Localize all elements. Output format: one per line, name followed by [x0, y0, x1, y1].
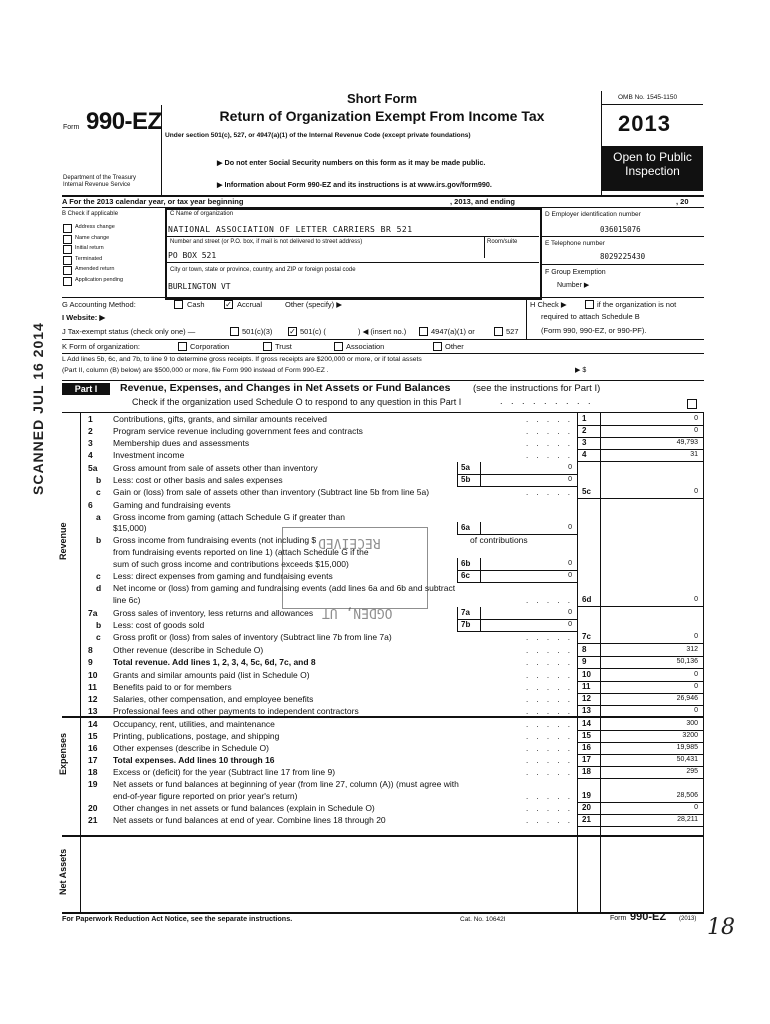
ein-label: D Employer identification number: [545, 211, 641, 218]
footer-form-number: 990-EZ: [630, 911, 667, 923]
line-number: 13: [88, 706, 98, 716]
other-org-label: Other: [445, 342, 464, 351]
trust-label: Trust: [275, 342, 292, 351]
line-number: b: [96, 475, 102, 485]
line-box-label: 15: [582, 731, 591, 740]
line-description: Net assets or fund balances at end of year. Combine lines 18 through 20: [113, 815, 386, 825]
line-l-arrow: ▶ $: [575, 367, 587, 374]
h-text-4: (Form 990, 990-EZ, or 990-PF).: [541, 326, 647, 335]
line-box-label: 6d: [582, 595, 592, 604]
org-name: NATIONAL ASSOCIATION OF LETTER CARRIERS BR 521: [168, 225, 413, 234]
line-amount[interactable]: 300: [686, 720, 698, 727]
line-number: 6: [88, 500, 93, 510]
line-number: 16: [88, 743, 98, 753]
line-box-label: 9: [582, 657, 587, 666]
sub-line-value: 0: [568, 621, 572, 628]
4947-checkbox[interactable]: [419, 327, 428, 336]
open-public-line1: Open to Public: [613, 150, 692, 164]
accrual-label: Accrual: [237, 300, 263, 309]
line-amount[interactable]: 50,136: [676, 658, 698, 665]
line-number: c: [96, 571, 101, 581]
other-method-label: Other (specify) ▶: [285, 300, 343, 309]
room-label: Room/suite: [487, 239, 518, 245]
line-box-label: 14: [582, 719, 591, 728]
line-description: from fundraising events reported on line 1) (attach Schedule G if the: [113, 547, 369, 557]
line-number: 17: [88, 755, 98, 765]
line-number: 20: [88, 803, 98, 813]
form-number: 990-EZ: [86, 108, 162, 135]
b-checkbox[interactable]: [63, 277, 72, 286]
info-line: ▶ Information about Form 990-EZ and its instructions is at www.irs.gov/form990.: [217, 180, 492, 189]
received-stamp-text: RECEIVED: [318, 535, 381, 550]
line-amount[interactable]: 0: [694, 683, 698, 690]
sub-line-box-label: 5b: [461, 475, 471, 484]
h-check-label: H Check ▶: [530, 300, 567, 309]
sub-line-box-label: 6c: [461, 571, 470, 580]
website-label: I Website: ▶: [62, 313, 106, 322]
sub-line-box-label: 6a: [461, 523, 470, 532]
501c-label: 501(c) (: [300, 327, 326, 336]
line-box-label: 10: [582, 670, 591, 679]
line-number: a: [96, 512, 101, 522]
line-number: 10: [88, 670, 98, 680]
line-description: Printing, publications, postage, and shipping: [113, 731, 280, 741]
line-amount[interactable]: 49,793: [676, 439, 698, 446]
line-box-label: 19: [582, 791, 591, 800]
b-checkbox[interactable]: [63, 235, 72, 244]
line-amount[interactable]: 0: [694, 804, 698, 811]
b-checkbox-label: Terminated: [75, 255, 103, 262]
line-number: 4: [88, 450, 93, 460]
b-checkbox-label: Initial return: [75, 245, 104, 251]
line-description: Other expenses (describe in Schedule O): [113, 743, 269, 753]
sub-line-box-label: 5a: [461, 463, 470, 472]
under-section: Under section 501(c), 527, or 4947(a)(1) of the Internal Revenue Code (except private foundations): [165, 132, 471, 139]
association-label: Association: [346, 342, 385, 351]
and-ending: , 2013, and ending: [450, 197, 516, 206]
line-description: Other changes in net assets or fund balances (explain in Schedule O): [113, 803, 375, 813]
revenue-side-label: Revenue: [58, 522, 68, 560]
line-number: 19: [88, 779, 98, 789]
line-box-label: 2: [582, 426, 587, 435]
short-form-label: Short Form: [346, 91, 418, 106]
b-checkbox[interactable]: [63, 224, 72, 233]
cash-checkbox[interactable]: [174, 300, 183, 309]
line-number: b: [96, 620, 102, 630]
line-description: Gross amount from sale of assets other than inventory: [113, 463, 318, 473]
footer-form-label: Form: [610, 915, 627, 922]
b-checkbox[interactable]: [63, 256, 72, 265]
line-number: 21: [88, 815, 98, 825]
irs-label: Internal Revenue Service: [63, 182, 131, 188]
sub-line-value: 0: [568, 560, 572, 567]
line-box-label: 16: [582, 743, 591, 752]
line-description: Gaming and fundraising events: [113, 500, 231, 510]
paperwork-notice: For Paperwork Reduction Act Notice, see the separate instructions.: [62, 914, 293, 923]
line-description: end-of-year figure reported on prior year's return): [113, 791, 298, 801]
scanned-stamp: SCANNED JUL 16 2014: [30, 322, 46, 495]
corporation-checkbox[interactable]: [178, 342, 187, 351]
line-description: Investment income: [113, 450, 185, 460]
line-number: 2: [88, 426, 93, 436]
line-number: c: [96, 487, 101, 497]
tax-exempt-status-label: J Tax-exempt status (check only one) —: [62, 327, 196, 336]
phone-value: 8029225430: [600, 252, 646, 261]
line-box-label: 13: [582, 706, 591, 715]
line-number: 5a: [88, 463, 98, 473]
line-description: Gross income from gaming (attach Schedule G if greater than: [113, 512, 345, 522]
line-amount[interactable]: 0: [694, 671, 698, 678]
line-l-text-2: (Part II, column (B) below) are $500,000 or more, file Form 990 instead of Form 990-EZ .: [62, 367, 329, 374]
line-description: Excess or (deficit) for the year (Subtract line 17 from line 9): [113, 767, 336, 777]
schedule-o-check-text: Check if the organization used Schedule O to respond to any question in this Part I: [132, 397, 462, 407]
sub-line-box-label: 7b: [461, 620, 471, 629]
expenses-side-label: Expenses: [58, 732, 68, 775]
527-checkbox[interactable]: [494, 327, 503, 336]
accrual-checkbox-checked[interactable]: ✓: [225, 300, 232, 309]
line-description: Contributions, gifts, grants, and similar amounts received: [113, 414, 328, 424]
line-amount[interactable]: 0: [694, 415, 698, 422]
line-box-label: 18: [582, 767, 591, 776]
501c3-label: 501(c)(3): [242, 327, 273, 336]
line-number: 14: [88, 719, 98, 729]
line-description: $15,000): [113, 523, 147, 533]
sub-line-value: 0: [568, 609, 572, 616]
corporation-label: Corporation: [190, 342, 230, 351]
form-of-org-label: K Form of organization:: [62, 342, 140, 351]
line-amount[interactable]: 295: [686, 768, 698, 775]
line-description: Less: cost of goods sold: [113, 620, 205, 630]
tax-year: 2013: [618, 111, 671, 136]
cat-number: Cat. No. 10642I: [460, 916, 506, 923]
line-amount[interactable]: 0: [694, 596, 698, 603]
line-number: 3: [88, 438, 93, 448]
part-1-label: Part I: [62, 383, 110, 395]
h-text-2: if the organization is not: [597, 300, 677, 309]
4947-label: 4947(a)(1) or: [431, 327, 475, 336]
line-box-label: 3: [582, 438, 587, 447]
line-amount[interactable]: 19,985: [676, 744, 698, 751]
line-number: 15: [88, 731, 98, 741]
other-org-checkbox[interactable]: [433, 342, 442, 351]
line-description: Benefits paid to or for members: [113, 682, 232, 692]
line-description: Program service revenue including government fees and contracts: [113, 426, 363, 436]
line-amount[interactable]: 3200: [682, 732, 698, 739]
association-checkbox[interactable]: [334, 342, 343, 351]
line-amount[interactable]: 0: [694, 633, 698, 640]
c-name-label: C Name of organization: [170, 211, 234, 217]
trust-checkbox[interactable]: [263, 342, 272, 351]
b-check-label: B Check if applicable: [62, 211, 119, 217]
line-number: 9: [88, 657, 93, 667]
line-number: 1: [88, 414, 93, 424]
form-prefix: Form: [63, 124, 80, 131]
schedule-b-checkbox[interactable]: [585, 300, 594, 309]
street-label: Number and street (or P.O. box, if mail is not delivered to street address): [170, 239, 363, 245]
527-label: 527: [506, 327, 519, 336]
line-number: b: [96, 535, 102, 545]
line-amount[interactable]: 312: [686, 646, 698, 653]
line-description: Gross income from fundraising events (not including $: [113, 535, 317, 545]
line-description: Less: cost or other basis and sales expenses: [113, 475, 283, 485]
line-description: Gross profit or (loss) from sales of inventory (Subtract line 7b from line 7a): [113, 632, 392, 642]
line-number: 12: [88, 694, 98, 704]
b-checkbox-label: Application pending: [75, 276, 124, 283]
part-1-title-note: (see the instructions for Part I): [473, 383, 601, 394]
line-number: 18: [88, 767, 98, 777]
line-description: Total expenses. Add lines 10 through 16: [113, 755, 275, 765]
line-box-label: 20: [582, 803, 591, 812]
ogden-stamp-text: OGDEN, UT: [322, 605, 393, 620]
line-amount[interactable]: 0: [694, 707, 698, 714]
line-amount[interactable]: 26,946: [676, 695, 698, 702]
part-1-title: Revenue, Expenses, and Changes in Net Assets or Fund Balances: [120, 382, 451, 394]
group-exemption-number: Number ▶: [557, 282, 590, 289]
open-public-line2: Inspection: [625, 164, 680, 178]
b-checkbox-label: Amended return: [75, 266, 115, 272]
footer-form-year: (2013): [679, 916, 697, 922]
line-number: c: [96, 632, 101, 642]
net-assets-side-label: Net Assets: [58, 848, 68, 895]
line-description: Grants and similar amounts paid (list in Schedule O): [113, 670, 310, 680]
line-description: Other revenue (describe in Schedule O): [113, 645, 264, 655]
line-box-label: 21: [582, 815, 591, 824]
sub-line-value: 0: [568, 572, 572, 579]
line-l-text-1: L Add lines 5b, 6c, and 7b, to line 9 to determine gross receipts. If gross receipts are $200,000 or more, or if total assets: [62, 356, 422, 363]
city-value: BURLINGTON VT: [168, 282, 231, 291]
line-amount[interactable]: 0: [694, 488, 698, 495]
open-to-public-box: [602, 146, 703, 191]
line-amount[interactable]: 50,431: [676, 756, 698, 763]
line-number: 11: [88, 682, 97, 692]
line-box-label: 7c: [582, 632, 591, 641]
line-box-label: 17: [582, 755, 591, 764]
501c3-checkbox[interactable]: [230, 327, 239, 336]
sub-line-value: 0: [568, 476, 572, 483]
h-text-3: required to attach Schedule B: [541, 312, 640, 321]
ssn-warning: ▶ Do not enter Social Security numbers on this form as it may be made public.: [217, 158, 486, 167]
line-description: Professional fees and other payments to independent contractors: [113, 706, 359, 716]
insert-no-label: ) ◀ (insert no.): [358, 327, 407, 336]
line-box-label: 5c: [582, 487, 591, 496]
sub-line-value: 0: [568, 524, 572, 531]
b-checkbox-label: Name change: [75, 234, 110, 241]
line-box-label: 12: [582, 694, 591, 703]
sub-line-box-label: 6b: [461, 559, 471, 568]
line-description: Total revenue. Add lines 1, 2, 3, 4, 5c, 6d, 7c, and 8: [113, 657, 316, 667]
line-description: Net income or (loss) from gaming and fundraising events (add lines 6a and 6b and subtract: [113, 583, 456, 593]
line-description: Occupancy, rent, utilities, and maintenance: [113, 719, 275, 729]
form-title: Return of Organization Exempt From Income Tax: [219, 108, 545, 124]
line-amount[interactable]: 31: [690, 451, 698, 458]
group-exemption-label: F Group Exemption: [545, 269, 606, 276]
comma-20: , 20: [676, 197, 689, 206]
line-amount[interactable]: 28,506: [676, 792, 698, 799]
line-description: Gain or (loss) from sale of assets other than inventory (Subtract line 5b from line 5a): [113, 487, 430, 497]
phone-label: E Telephone number: [545, 240, 605, 247]
line-box-label: 8: [582, 645, 587, 654]
line-description: Salaries, other compensation, and employee benefits: [113, 694, 314, 704]
dept-treasury: Department of the Treasury: [63, 175, 137, 181]
line-a: A For the 2013 calendar year, or tax year beginning: [62, 197, 244, 206]
b-checkbox[interactable]: [63, 245, 72, 254]
line-amount[interactable]: 0: [694, 427, 698, 434]
line-description: Net assets or fund balances at beginning of year (from line 27, column (A)) (must agree with: [113, 779, 459, 789]
line-number: d: [96, 583, 102, 593]
cash-label: Cash: [187, 300, 205, 309]
line-number: 7a: [88, 608, 98, 618]
b-checkbox-label: Address change: [75, 224, 115, 230]
city-label: City or town, state or province, country, and ZIP or foreign postal code: [170, 267, 356, 273]
sub-line-value: 0: [568, 464, 572, 471]
line-description: Membership dues and assessments: [113, 438, 250, 448]
line-description-tail: of contributions: [470, 535, 528, 545]
line-description: line 6c): [113, 595, 141, 605]
line-amount[interactable]: 28,211: [677, 816, 698, 823]
schedule-o-checkbox[interactable]: [687, 399, 697, 409]
line-description: sum of such gross income and contributions exceeds $15,000): [113, 559, 349, 569]
street-value: PO BOX 521: [168, 251, 217, 260]
line-box-label: 11: [582, 682, 591, 691]
handwritten-page-mark: 18: [707, 915, 735, 940]
b-checkbox[interactable]: [63, 266, 72, 275]
line-number: 8: [88, 645, 93, 655]
line-description: Less: direct expenses from gaming and fundraising events: [113, 571, 333, 581]
line-box-label: 4: [582, 450, 587, 459]
line-description: Gross sales of inventory, less returns and allowances: [113, 608, 314, 618]
sub-line-box-label: 7a: [461, 608, 470, 617]
accounting-method-label: G Accounting Method:: [62, 300, 136, 309]
ein-value: 036015076: [600, 225, 641, 234]
line-box-label: 1: [582, 414, 587, 423]
omb-number: OMB No. 1545-1150: [618, 94, 678, 101]
501c-checkbox-checked[interactable]: ✓: [289, 327, 296, 336]
